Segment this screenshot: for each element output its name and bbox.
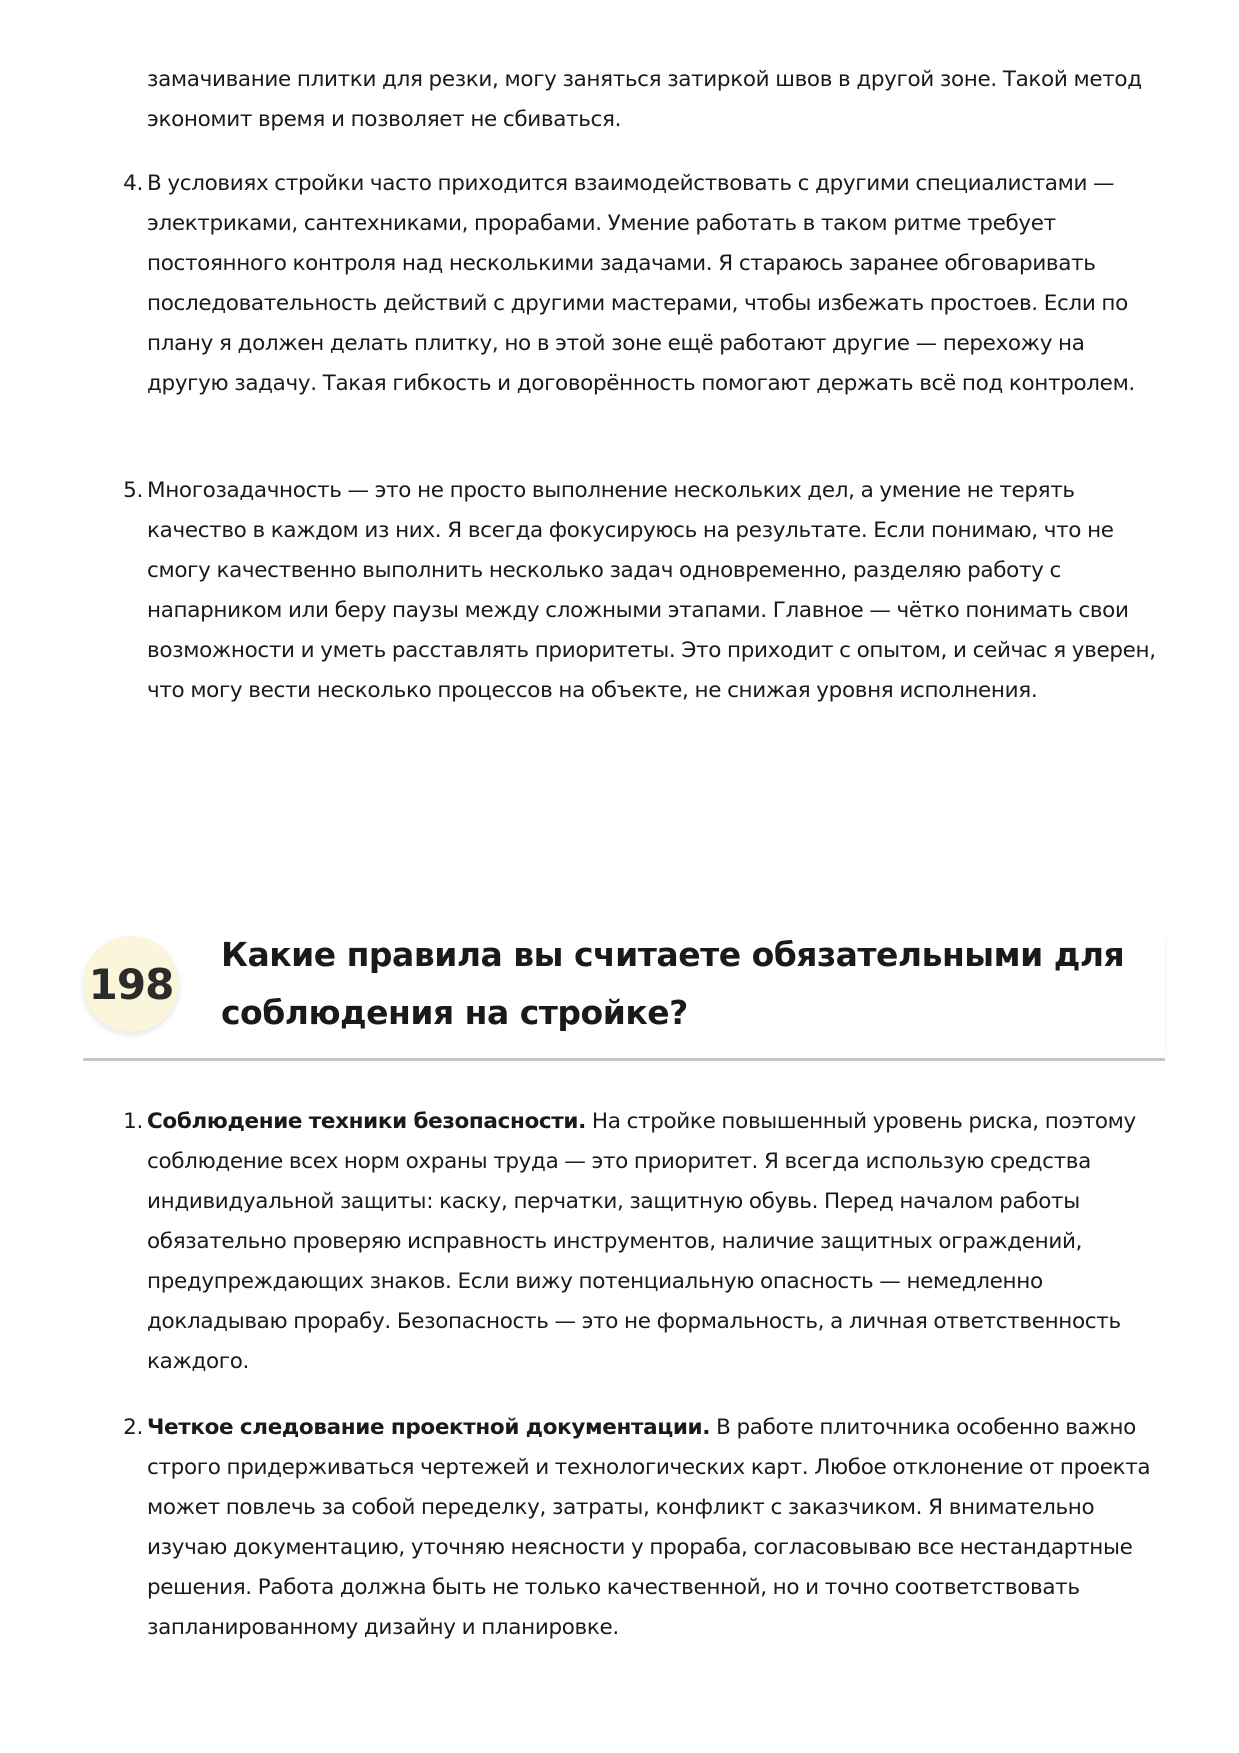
answer-item-text: На стройке повышенный уровень риска, поэтому соблюдение всех норм охраны труда — это приоритет. Я всегда использую средства индивидуальной защиты: каску, перчатки, защитную обувь. Перед началом работы обязательно проверяю исправность инструментов, наличие защитных ограждений, предупреждающих знаков. Если вижу потенциальную опасность — немедленно докладываю прорабу. Безопасность — это не формальность, а личная ответственность каждого. — [147, 1109, 1136, 1374]
question-title: Какие правила вы считаете обязательными для соблюдения на стройке? — [221, 935, 1125, 1032]
answer-item-heading: Четкое следование проектной документации. — [147, 1415, 711, 1440]
answer-item-heading: Соблюдение техники безопасности. — [147, 1109, 586, 1134]
question-number-badge: 198 — [83, 936, 179, 1032]
list-item-text: В условиях стройки часто приходится взаимодействовать с другими специалистами — электриками, сантехниками, прорабами. Умение работать в таком ритме требует постоянного контроля над несколькими задачами. Я стараюсь заранее обговаривать последовательность действий с другими мастерами, чтобы избежать простоев. Если по плану я должен делать плитку, но в этой зоне ещё работают другие — перехожу на другую задачу. Такая гибкость и договорённость помогают держать всё под контролем. — [147, 171, 1135, 396]
continued-paragraph-text: замачивание плитки для резки, могу заняться затиркой швов в другой зоне. Такой метод экономит время и позволяет не сбиваться. — [147, 67, 1142, 132]
answer-item-text: В работе плиточника особенно важно строго придерживаться чертежей и технологических карт. Любое отклонение от проекта может повлечь за собой переделку, затраты, конфликт с заказчиком. Я внимательно изучаю документацию, уточняю неясности у прораба, согласовываю все нестандартные решения. Работа должна быть не только качественной, но и точно соответствовать запланированному дизайну и планировке. — [147, 1415, 1151, 1640]
continued-paragraph — [147, 60, 1167, 140]
list-item — [123, 471, 1167, 711]
question-header — [83, 930, 1165, 1061]
answer-item-number: 2. — [123, 1415, 143, 1440]
answer-item — [123, 1408, 1167, 1648]
answer-item-number: 1. — [123, 1109, 143, 1134]
list-item-text: Многозадачность — это не просто выполнение нескольких дел, а умение не терять качество в каждом из них. Я всегда фокусируюсь на результате. Если понимаю, что не смогу качественно выполнить несколько задач одновременно, разделяю работу с напарником или беру паузы между сложными этапами. Главное — чётко понимать свои возможности и уметь расставлять приоритеты. Это приходит с опытом, и сейчас я уверен, что могу вести несколько процессов на объекте, не снижая уровня исполнения. — [147, 478, 1156, 703]
list-item-number: 5. — [123, 478, 143, 503]
list-item — [123, 164, 1167, 404]
answer-item — [123, 1102, 1167, 1382]
list-item-number: 4. — [123, 171, 143, 196]
